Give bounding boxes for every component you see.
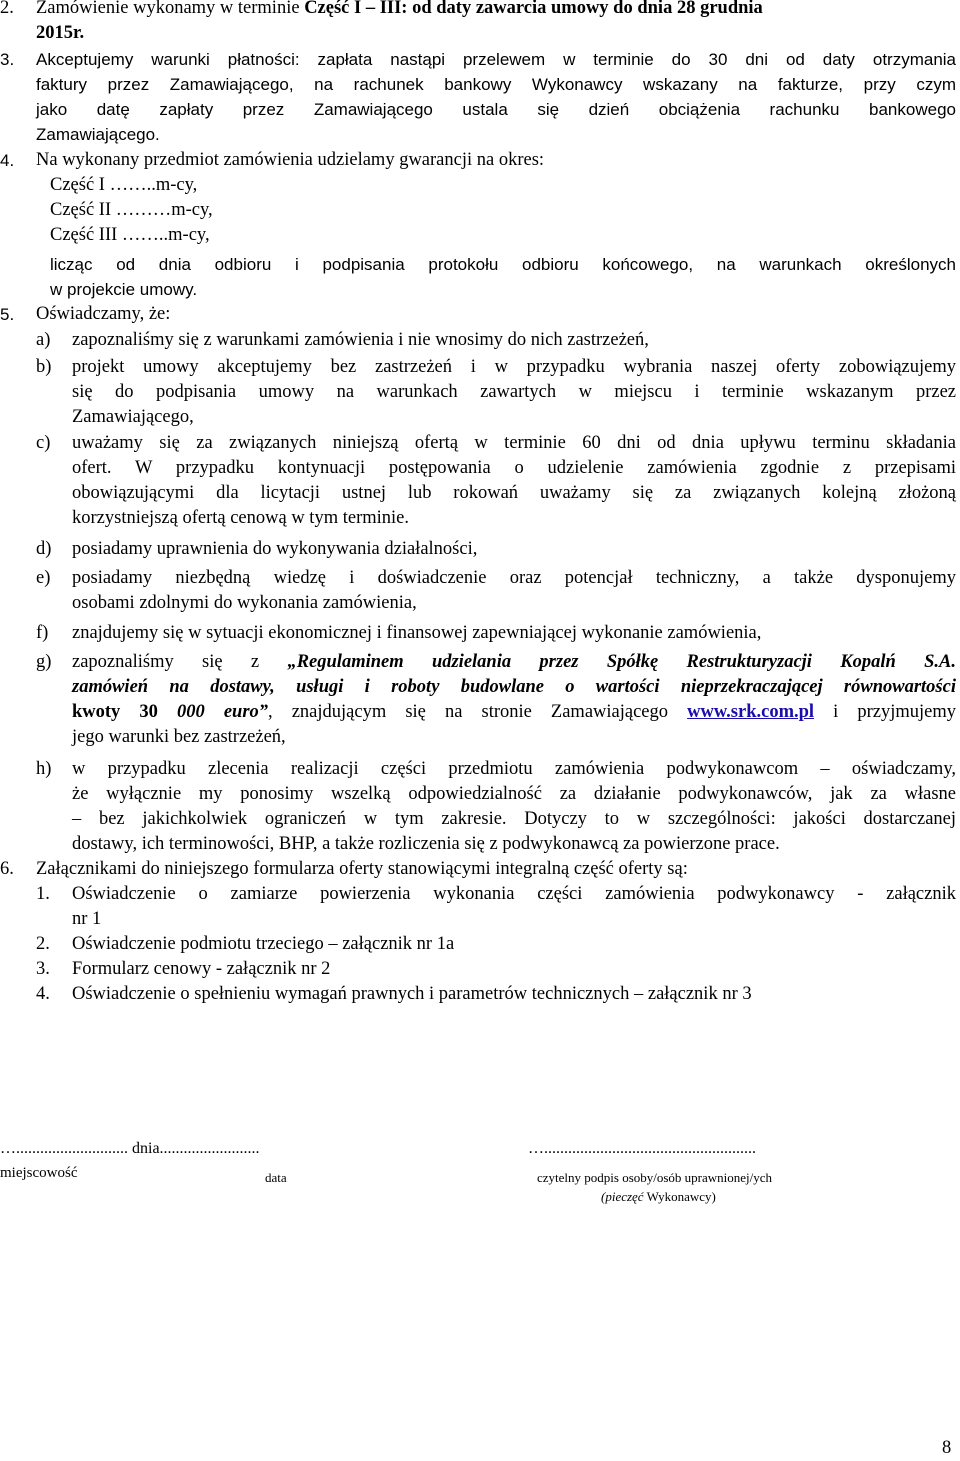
item-4-title: Na wykonany przedmiot zamówienia udzielamy gwarancji na okres: — [36, 150, 545, 170]
attachment-4-text: Oświadczenie o spełnieniu wymagań prawnych i parametrów technicznych – załącznik nr 3 — [72, 984, 752, 1004]
item-2-term: Część I – III: od daty zawarcia umowy do dnia 28 grudnia — [304, 0, 763, 18]
item-3-number: 3. — [0, 50, 15, 69]
item-5h-letter: h) — [36, 759, 52, 779]
item-5c-line: ofert. W przypadku kontynuacji postępowania o udzielenie zamówienia zgodnie z przepisami — [72, 458, 956, 478]
regulation-title-cont: zamówień na dostawy, usługi i roboty budowlane o wartości nieprzekraczającej równowartości — [72, 677, 956, 697]
warranty-part-1: Część I ……..m-cy, — [50, 175, 198, 195]
item-5h-line: – bez jakichkolwiek ograniczeń w tym zakresie. Dotyczy to w szczególności: jakości dostarczanej — [72, 809, 956, 829]
item-5f-letter: f) — [36, 623, 49, 643]
item-5c-line: obowiązującymi dla licytacji ustnej lub rokowań uważamy się za związanych kolejną złożoną — [72, 483, 956, 503]
item-5h-line: dostawy, ich terminowości, BHP, a także rozliczenia się z podwykonawcą za powierzone prace. — [72, 834, 780, 854]
item-2-number: 2. — [0, 0, 14, 18]
item-5-number: 5. — [0, 305, 15, 324]
item-5b-line: Zamawiającego, — [72, 407, 194, 427]
warranty-part-2: Część II ………m-cy, — [50, 200, 213, 220]
item-2-text: Zamówienie wykonamy w terminie Część I – III: od daty zawarcia umowy do dnia 28 grudnia — [36, 0, 763, 18]
attachment-2-number: 2. — [36, 934, 50, 954]
item-5a-letter: a) — [36, 330, 51, 350]
item-3-line: Akceptujemy warunki płatności: zapłata nastąpi przelewem w terminie do 30 dni od daty otrzymania — [36, 50, 956, 69]
item-5f-text: znajdujemy się w sytuacji ekonomicznej i finansowej zapewniającej wykonanie zamówienia, — [72, 623, 762, 643]
attachment-4-number: 4. — [36, 984, 50, 1004]
date-label: data — [265, 1170, 287, 1185]
item-4-line: w projekcie umowy. — [50, 280, 198, 299]
attachment-1-text: Oświadczenie o zamiarze powierzenia wykonania części zamówienia podwykonawcy - załącznik — [72, 884, 956, 904]
item-5-title: Oświadczamy, że: — [36, 304, 171, 324]
item-3-line: faktury przez Zamawiającego, na rachunek bankowy Wykonawcy wskazany na fakturze, przy czym — [36, 75, 956, 94]
item-5c-line: uważamy się za związanych niniejszą ofertą w terminie 60 dni od dnia upływu terminu składania — [72, 433, 956, 453]
regulation-title: „Regulaminem udzielania przez Spółkę Restrukturyzacji Kopalń S.A. — [287, 652, 956, 672]
item-5b-line: się do podpisania umowy na warunkach zawartych w miejscu i terminie wskazanym przez — [72, 382, 956, 402]
item-5e-line: osobami zdolnymi do wykonania zamówienia, — [72, 593, 417, 613]
item-4-number: 4. — [0, 151, 15, 170]
item-5h-line: w przypadku zlecenia realizacji części przedmiotu zamówienia podwykonawcom – oświadczamy, — [72, 759, 956, 779]
item-4-line: licząc od dnia odbioru i podpisania protokołu odbioru końcowego, na warunkach określonych — [50, 255, 956, 274]
place-label: miejscowość — [0, 1165, 78, 1181]
item-5d-text: posiadamy uprawnienia do wykonywania działalności, — [72, 539, 478, 559]
item-5g-line-3: kwoty 30 000 euro”, znajdującym się na stronie Zamawiającego www.srk.com.pl i przyjmujemy — [72, 702, 956, 722]
attachment-3-text: Formularz cenowy - załącznik nr 2 — [72, 959, 331, 979]
item-6-number: 6. — [0, 859, 14, 879]
item-5e-line: posiadamy niezbędną wiedzę i doświadczenie oraz potencjał techniczny, a także dysponujemy — [72, 568, 956, 588]
item-5a-text: zapoznaliśmy się z warunkami zamówienia i nie wnosimy do nich zastrzeżeń, — [72, 330, 649, 350]
srk-website-link[interactable]: www.srk.com.pl — [687, 702, 815, 722]
attachment-2-text: Oświadczenie podmiotu trzeciego – załącznik nr 1a — [72, 934, 455, 954]
signature-dots: …..................................................... — [528, 1140, 756, 1157]
item-3-line: Zamawiającego. — [36, 125, 160, 144]
item-5e-letter: e) — [36, 568, 51, 588]
item-6-title: Załącznikami do niniejszego formularza oferty stanowiącymi integralną część oferty są: — [36, 859, 688, 879]
item-2-year: 2015r. — [36, 23, 85, 43]
attachment-1-number: 1. — [36, 884, 50, 904]
warranty-part-3: Część III ……..m-cy, — [50, 225, 210, 245]
item-5d-letter: d) — [36, 539, 52, 559]
item-5g-line: jego warunki bez zastrzeżeń, — [72, 727, 286, 747]
attachment-3-number: 3. — [36, 959, 50, 979]
item-5c-line: korzystniejszą ofertą cenową w tym terminie. — [72, 508, 409, 528]
item-5g-letter: g) — [36, 652, 52, 672]
item-5h-line: że wyłącznie my ponosimy wszelką odpowiedzialność za działanie podwykonawców, jak za własne — [72, 784, 956, 804]
item-3-line: jako datę zapłaty przez Zamawiającego ustala się dzień obciążenia rachunku bankowego — [36, 100, 956, 119]
page-number: 8 — [942, 1438, 952, 1458]
item-5b-line: projekt umowy akceptujemy bez zastrzeżeń i w przypadku wybrania naszej oferty zobowiązujemy — [72, 357, 956, 377]
stamp-label: (pieczęć Wykonawcy) — [601, 1189, 716, 1204]
item-5b-letter: b) — [36, 357, 52, 377]
attachment-1-cont: nr 1 — [72, 909, 102, 929]
item-5c-letter: c) — [36, 433, 51, 453]
item-5g-line-1: zapoznaliśmy się z „Regulaminem udzielania przez Spółkę Restrukturyzacji Kopalń S.A. — [72, 652, 956, 672]
signature-label: czytelny podpis osoby/osób uprawnionej/ych — [537, 1170, 773, 1185]
place-date-dots: …............................ dnia......................... — [0, 1140, 260, 1157]
